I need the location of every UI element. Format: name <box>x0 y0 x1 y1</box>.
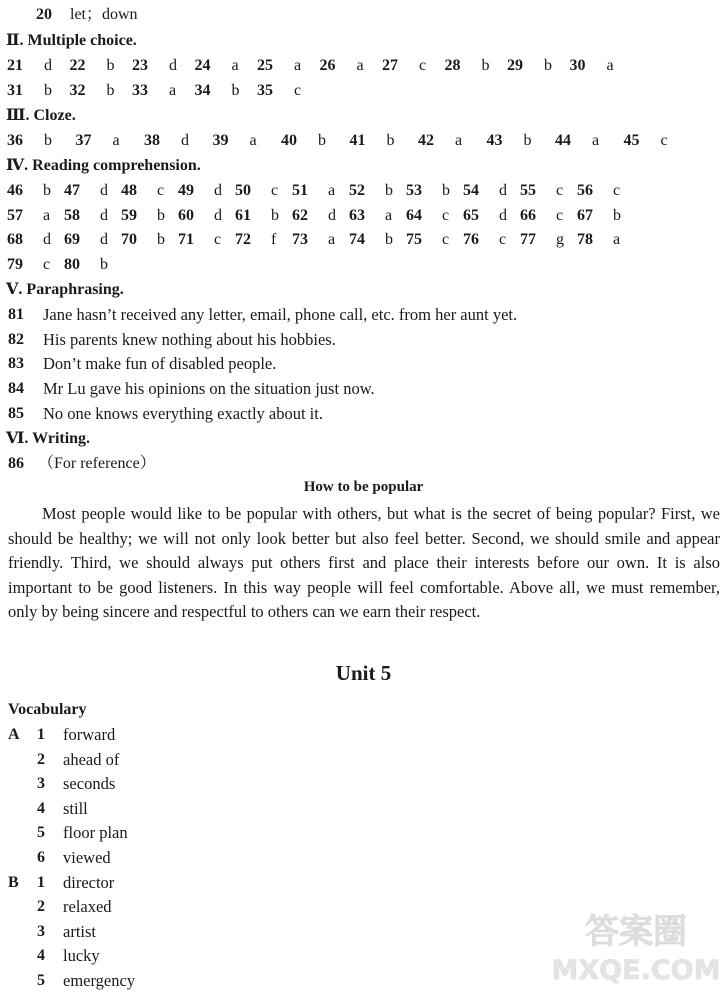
question-number: 78 <box>577 231 593 248</box>
question-number: 54 <box>463 182 479 199</box>
question-number: 38 <box>144 132 160 149</box>
question-number: 41 <box>349 132 366 149</box>
question-number: 51 <box>292 182 308 199</box>
vocab-word: emergency <box>63 971 136 990</box>
answer-letter: b <box>544 57 552 74</box>
answer-letter: b <box>271 207 279 224</box>
question-number: 67 <box>577 207 593 224</box>
question-number: 82 <box>8 330 24 348</box>
question-number: 62 <box>292 207 308 224</box>
answer-letter: d <box>499 207 507 224</box>
answer-letter: c <box>613 182 621 199</box>
answer-letter: d <box>43 231 51 248</box>
mc-row-2 <box>0 81 727 101</box>
question-number: 63 <box>349 207 365 224</box>
answer-letter: c <box>157 182 165 199</box>
question-number: 70 <box>121 231 137 248</box>
section-heading-multiple-choice <box>6 31 137 51</box>
answer-text: let；down <box>70 6 138 23</box>
vocab-word: lucky <box>63 946 100 966</box>
answer-letter: d <box>181 132 189 149</box>
vocab-number: 4 <box>37 947 45 965</box>
vocab-word: still <box>63 798 88 818</box>
answer-letter: b <box>43 182 51 199</box>
reference-note: （For reference） <box>38 455 156 472</box>
reading-row-2 <box>0 206 727 226</box>
vocab-number: 1 <box>37 873 45 891</box>
question-number: 21 <box>7 57 23 74</box>
answer-letter: a <box>169 82 177 99</box>
question-number: 53 <box>406 182 422 199</box>
section-title: Reading comprehension. <box>32 157 201 174</box>
answer-letter: c <box>294 82 302 99</box>
section-heading-paraphrasing <box>6 280 124 300</box>
question-number: 23 <box>132 57 148 74</box>
answer-letter: b <box>385 231 393 248</box>
vocab-group-letter: B <box>8 873 19 891</box>
svg-text:答案圈: 答案圈 <box>585 912 687 952</box>
svg-text:MXQE.COM: MXQE.COM <box>551 955 721 986</box>
question-number: 45 <box>623 132 640 149</box>
answer-letter: a <box>356 57 364 74</box>
reading-row-3 <box>0 230 727 250</box>
essay-title: How to be popular <box>303 479 424 495</box>
question-number: 35 <box>257 82 273 99</box>
answer-letter: b <box>386 132 395 149</box>
section-title: Cloze. <box>33 107 76 124</box>
vocab-number: 4 <box>37 799 45 817</box>
question-number: 68 <box>7 231 23 248</box>
reading-row-4 <box>0 255 727 275</box>
answer-letter: c <box>43 256 51 273</box>
question-number: 27 <box>382 57 398 74</box>
question-number: 34 <box>194 82 211 99</box>
answer-letter: f <box>271 231 277 248</box>
vocab-word: forward <box>63 725 116 744</box>
question-number: 84 <box>8 380 24 398</box>
answer-letter: c <box>660 132 668 149</box>
question-number: 43 <box>486 132 503 149</box>
section-heading-reading <box>6 156 201 176</box>
vocab-word: ahead of <box>63 749 120 769</box>
vocab-word: artist <box>63 921 96 941</box>
question-number: 40 <box>281 132 297 149</box>
answer-letter: b <box>481 57 490 74</box>
answer-letter: b <box>100 256 108 273</box>
unit-title: Unit 5 <box>335 661 392 685</box>
section-numeral: Ⅲ. <box>6 107 30 124</box>
answer-letter: a <box>294 57 302 74</box>
section-heading-cloze <box>6 106 76 126</box>
cloze-row <box>0 131 727 151</box>
question-number: 46 <box>7 182 23 199</box>
answer-letter: a <box>606 57 614 74</box>
question-number: 79 <box>7 256 23 273</box>
mc-row-1 <box>0 56 727 76</box>
vocab-number: 3 <box>37 775 45 793</box>
answer-letter: b <box>157 207 165 224</box>
answer-letter: a <box>613 231 621 248</box>
question-number: 31 <box>7 82 23 99</box>
watermark-logo <box>551 905 721 987</box>
question-number: 81 <box>8 306 24 323</box>
question-number: 76 <box>463 231 479 248</box>
question-number: 55 <box>520 182 536 199</box>
answer-letter: a <box>385 207 393 224</box>
answer-letter: a <box>328 182 336 199</box>
answer-letter: c <box>271 182 279 199</box>
section-numeral: Ⅱ. <box>6 32 24 49</box>
question-number: 48 <box>121 182 137 199</box>
question-number: 74 <box>349 231 365 248</box>
question-number: 20 <box>36 6 52 23</box>
answer-letter: a <box>455 132 463 149</box>
answer-letter: a <box>43 207 51 224</box>
answer-letter: b <box>157 231 165 248</box>
answer-letter: a <box>592 132 600 149</box>
vocab-word: seconds <box>63 774 116 794</box>
question-number: 80 <box>64 256 80 273</box>
section-title: Multiple choice. <box>27 32 137 49</box>
answer-letter: b <box>231 82 240 99</box>
vocab-number: 1 <box>37 726 45 743</box>
answer-letter: d <box>100 231 108 248</box>
question-number: 30 <box>569 57 586 74</box>
answer-letter: d <box>214 182 222 199</box>
vocab-word: floor plan <box>63 823 128 843</box>
answer-letter: d <box>328 207 336 224</box>
question-number: 59 <box>121 207 137 224</box>
answer-letter: c <box>499 231 507 248</box>
question-number: 36 <box>7 132 23 149</box>
section-numeral: Ⅵ. <box>6 430 29 447</box>
paraphrase-text: His parents knew nothing about his hobbies. <box>43 329 336 349</box>
section-title: Paraphrasing. <box>26 281 124 298</box>
answer-letter: a <box>249 132 257 149</box>
question-number: 26 <box>319 57 336 74</box>
answer-letter: b <box>106 82 115 99</box>
question-number: 71 <box>178 231 194 248</box>
question-number: 66 <box>520 207 536 224</box>
answer-letter: d <box>169 57 177 74</box>
question-number: 86 <box>8 455 24 472</box>
vocab-number: 2 <box>37 898 45 916</box>
answer-letter: b <box>318 132 326 149</box>
vocab-number: 3 <box>37 922 45 940</box>
answer-letter: b <box>44 132 52 149</box>
question-number: 44 <box>555 132 571 149</box>
question-number: 58 <box>64 207 80 224</box>
question-number: 61 <box>235 207 251 224</box>
section-title: Writing. <box>32 430 91 447</box>
answer-letter: a <box>231 57 239 74</box>
question-number: 64 <box>406 207 422 224</box>
question-number: 37 <box>75 132 92 149</box>
question-number: 50 <box>235 182 251 199</box>
paraphrase-text: Jane hasn’t received any letter, email, phone call, etc. from her aunt yet. <box>43 305 518 324</box>
answer-letter: d <box>100 182 108 199</box>
section-numeral: Ⅳ. <box>6 157 29 174</box>
vocab-number: 2 <box>37 750 45 768</box>
question-number: 22 <box>69 57 86 74</box>
answer-letter: d <box>100 207 108 224</box>
question-number: 77 <box>520 231 536 248</box>
question-number: 73 <box>292 231 308 248</box>
vocab-group-letter: A <box>8 726 20 743</box>
question-number: 28 <box>444 57 461 74</box>
answer-letter: d <box>499 182 507 199</box>
vocab-number: 5 <box>37 972 45 989</box>
question-number: 25 <box>257 57 273 74</box>
question-number: 57 <box>7 207 23 224</box>
reading-row-1 <box>0 181 727 201</box>
answer-letter: g <box>556 231 564 248</box>
answer-letter: d <box>214 207 222 224</box>
question-number: 47 <box>64 182 80 199</box>
question-number: 32 <box>69 82 86 99</box>
question-number: 56 <box>577 182 593 199</box>
question-number: 60 <box>178 207 194 224</box>
paraphrase-text: Mr Lu gave his opinions on the situation just now. <box>43 379 375 399</box>
paraphrase-text: Don’t make fun of disabled people. <box>43 354 277 374</box>
question-number: 85 <box>8 404 24 422</box>
answer-letter: b <box>442 182 450 199</box>
answer-letter: b <box>613 207 621 224</box>
answer-letter: c <box>214 231 222 248</box>
vocab-word: relaxed <box>63 897 112 917</box>
vocab-number: 6 <box>37 849 45 866</box>
answer-letter: c <box>419 57 427 74</box>
question-number: 49 <box>178 182 194 199</box>
question-number: 69 <box>64 231 80 248</box>
question-number: 65 <box>463 207 479 224</box>
question-number: 52 <box>349 182 365 199</box>
question-number: 24 <box>194 57 211 74</box>
answer-letter: a <box>112 132 120 149</box>
answer-letter: b <box>106 57 115 74</box>
paraphrase-text: No one knows everything exactly about it. <box>43 403 323 423</box>
vocabulary-heading: Vocabulary <box>8 701 87 718</box>
question-number: 72 <box>235 231 251 248</box>
question-number: 42 <box>418 132 434 149</box>
answer-letter: b <box>44 82 52 99</box>
answer-letter: b <box>523 132 532 149</box>
question-number: 33 <box>132 82 148 99</box>
answer-letter: c <box>556 207 564 224</box>
section-heading-writing <box>6 429 90 449</box>
question-number: 83 <box>8 355 24 373</box>
answer-letter: c <box>556 182 564 199</box>
answer-letter: b <box>385 182 393 199</box>
question-number: 75 <box>406 231 422 248</box>
answer-letter: c <box>442 231 450 248</box>
vocab-word: viewed <box>63 848 111 867</box>
answer-letter: a <box>328 231 336 248</box>
answer-letter: d <box>44 57 52 74</box>
essay-body: Most people would like to be popular with others, but what is the secret of being popular? First, we should be healthy; we will not only look better but also feel better. Second, we should smile and appear friendly. Third, we should always put others first and place their interests before our own. It is also important to be good listeners. In this way people will feel comfortable. Above all, we must remember, only by being sincere and respectful to others can we earn their respect. <box>8 504 720 621</box>
question-number: 39 <box>212 132 229 149</box>
question-number: 29 <box>507 57 523 74</box>
vocab-number: 5 <box>37 824 45 842</box>
vocab-word: director <box>63 872 115 892</box>
section-numeral: Ⅴ. <box>6 281 23 298</box>
answer-letter: c <box>442 207 450 224</box>
